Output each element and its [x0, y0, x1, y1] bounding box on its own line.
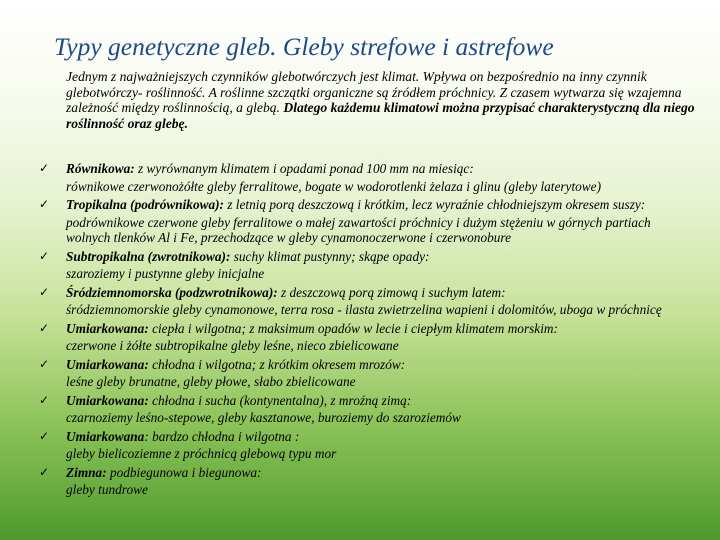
item-rest: chłodna i sucha (kontynentalna), z mroźną zimą:: [148, 392, 412, 408]
item-rest: z letnią porą deszczową i krótkim, lecz wyraźnie chłodniejszym okresem suszy:: [223, 197, 646, 212]
item-description: gleby tundrowe: [66, 482, 148, 497]
intro-emphasis: Dlatego każdemu klimatowi można przypisać charakterystyczną dla niego roślinność oraz glebę.: [66, 100, 695, 131]
item-rest: z wyrównanym klimatem i opadami ponad 100 mm na miesiąc:: [134, 161, 474, 176]
item-description: równikowe czerwonożółte gleby ferralitowe, bogate w wodorotlenki żelaza i glinu (gleby laterytowe): [66, 178, 602, 194]
list-item: [0, 465, 720, 498]
item-description: czarnoziemy leśno-stepowe, gleby kasztanowe, buroziemy do szaroziemów: [66, 410, 461, 425]
item-rest: z deszczową porą zimową i suchym latem:: [277, 284, 506, 300]
list-item: [0, 285, 720, 318]
checkmark-icon: ✓: [39, 428, 50, 443]
checkmark-icon: ✓: [39, 284, 50, 299]
climate-list: [0, 161, 720, 501]
item-term: Umiarkowana:: [66, 392, 149, 408]
item-rest: ciepła i wilgotna; z maksimum opadów w lecie i ciepłym klimatem morskim:: [148, 320, 558, 336]
checkmark-icon: ✓: [39, 464, 50, 479]
list-item: [0, 393, 720, 426]
list-item: [0, 321, 720, 354]
list-item: [0, 357, 720, 390]
item-term: Umiarkowana:: [66, 356, 149, 372]
checkmark-icon: ✓: [39, 161, 50, 175]
item-term: Śródziemnomorska (podzwrotnikowa):: [66, 284, 278, 300]
item-description: leśne gleby brunatne, gleby płowe, słabo zbielicowane: [66, 374, 356, 389]
item-term: Zimna:: [66, 464, 107, 480]
item-description: szaroziemy i pustynne gleby inicjalne: [66, 266, 265, 281]
item-rest: : bardzo chłodna i wilgotna :: [144, 428, 300, 444]
checkmark-icon: ✓: [39, 356, 50, 371]
checkmark-icon: ✓: [39, 248, 50, 263]
item-term: Równikowa:: [66, 161, 135, 176]
item-description: śródziemnomorskie gleby cynamonowe, terra rosa - ilasta zwietrzelina wapieni i dolomitów, uboga w próchnicę: [66, 302, 662, 317]
item-rest: podbiegunowa i biegunowa:: [106, 464, 262, 480]
intro-paragraph: [66, 69, 696, 131]
list-item: [0, 249, 720, 282]
slide-title: Typy genetyczne gleb. Gleby strefowe i astrefowe: [54, 32, 554, 61]
list-item: [0, 197, 720, 246]
list-item: [0, 429, 720, 462]
checkmark-icon: ✓: [39, 392, 50, 407]
item-description: czerwone i żółte subtropikalne gleby leśne, nieco zbielicowane: [66, 338, 399, 353]
checkmark-icon: ✓: [39, 320, 50, 335]
item-term: Umiarkowana:: [66, 320, 149, 336]
item-description: gleby bielicoziemne z próchnicą glebową typu mor: [66, 446, 337, 461]
item-rest: suchy klimat pustynny; skąpe opady:: [230, 248, 430, 264]
intro-text: Jednym z najważniejszych czynników glebotwórczych jest klimat. Wpływa on bezpośrednio na inny czynnik glebotwórczy- roślinność. A roślinne szczątki organiczne są źródłem próchnicy. Z czasem wytwarza się wzajemna zależność między roślinnością, a glebą.: [66, 69, 682, 116]
item-rest: chłodna i wilgotna; z krótkim okresem mrozów:: [148, 356, 406, 372]
item-term: Subtropikalna (zwrotnikowa):: [66, 248, 231, 264]
checkmark-icon: ✓: [39, 197, 50, 211]
item-term: Tropikalna (podrównikowa):: [66, 197, 224, 212]
list-item: [0, 161, 720, 194]
item-term: Umiarkowana: [66, 428, 145, 444]
item-description: podrównikowe czerwone gleby ferralitowe o małej zawartości próchnicy i dużym stężeniu w górnych partiach wolnych tlenków Al i Fe, przechodzące w gleby cynamonoczerwone i czerwonobure: [66, 214, 651, 245]
